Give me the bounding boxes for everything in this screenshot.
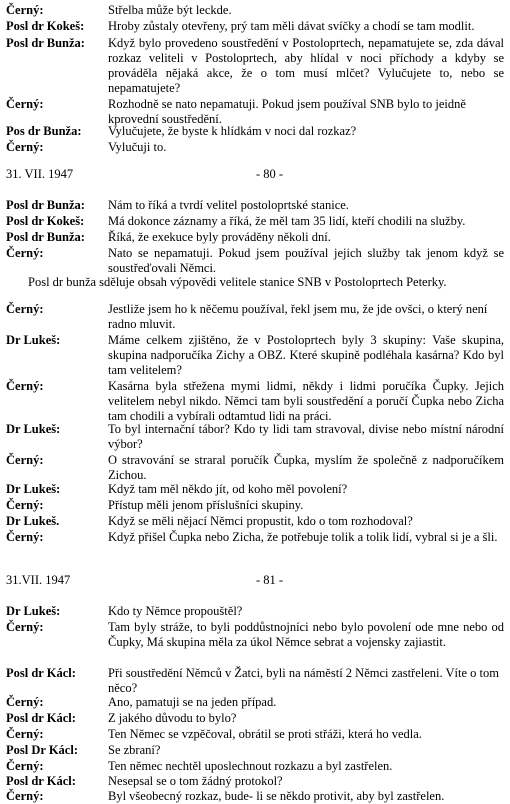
- speaker-label: Černý:: [6, 727, 44, 741]
- statement-text: Říká, že exekuce byly prováděny několi dní.: [108, 230, 331, 244]
- speaker-label: Posl dr Bunža:: [6, 36, 85, 50]
- statement-text: O stravování se straral poručík Čupka, myslím že společně z nadporučíkem Zichou.: [108, 453, 504, 482]
- statement-text: Nato se nepamatuji. Pokud jsem používal jejich služby tak jenom když se soustřeďovali Němci.: [108, 246, 504, 275]
- speaker-label: Dr Lukeš:: [6, 422, 61, 436]
- statement-text: To byl internační tábor? Kdo ty lidi tam stravoval, divise nebo místní národní výbor?: [108, 422, 504, 451]
- speaker-label: Černý:: [6, 530, 44, 544]
- page-number: - 80 -: [256, 167, 284, 181]
- statement-text: Když bylo provedeno soustředění v Postoloprtech, nepamatujete se, zda dával rozkaz veliteli v Postoloprtech, aby hlídal v noci příchody a kdyby se prováděla nějaká akce, že o tom musí mlčet? Vylučujete to, nebo se nepamatujete?: [108, 36, 504, 95]
- speaker-label: Černý:: [6, 453, 44, 467]
- statement-text: Byl všeobecný rozkaz, bude- li se někdo protivit, aby byl zastřelen.: [108, 789, 445, 803]
- speaker-label: Černý:: [6, 302, 44, 316]
- speaker-label: Černý:: [6, 379, 44, 393]
- speaker-label: Posl dr Kokeš:: [6, 19, 85, 33]
- speaker-label: Černý:: [6, 140, 44, 154]
- statement-text: Vylučuji to.: [108, 140, 167, 154]
- statement-text: Když přišel Čupka nebo Zicha, že potřebuje tolik a tolik lidí, vybral si je a šli.: [108, 530, 498, 544]
- speaker-label: Černý:: [6, 97, 44, 111]
- speaker-label: Posl dr Kácl:: [6, 666, 76, 680]
- speaker-label: Posl dr Bunža:: [6, 198, 85, 212]
- speaker-label: Posl dr Kácl:: [6, 711, 76, 725]
- speaker-label: Posl dr Bunža:: [6, 230, 85, 244]
- page-number: - 81 -: [256, 573, 284, 587]
- speaker-label: Dr Lukeš.: [6, 514, 60, 528]
- statement-text: Má dokonce záznamy a říká, že měl tam 35 lidí, kteří chodili na služby.: [108, 214, 466, 228]
- speaker-label: Dr Lukeš:: [6, 604, 61, 618]
- speaker-label: Černý:: [6, 620, 44, 634]
- speaker-label: Černý:: [6, 789, 44, 803]
- speaker-label: Posl dr Kácl:: [6, 774, 76, 788]
- speaker-label: Pos dr Bunža:: [6, 124, 82, 138]
- speaker-label: Posl dr Kokeš:: [6, 214, 85, 228]
- statement-text: Se zbraní?: [108, 743, 161, 757]
- statement-text: Kdo ty Němce propouštěl?: [108, 604, 243, 618]
- header-date: 31.VII. 1947: [6, 573, 71, 587]
- statement-text: Nesepsal se o tom žádný protokol?: [108, 774, 283, 788]
- statement-text: Máme celkem zjištěno, že v Postoloprtech byly 3 skupiny: Vaše skupina, skupina nadporučíka Zichy a OBZ. Které skupině podléhala kasárna? Kdo byl tam velitelem?: [108, 333, 504, 377]
- statement-text: Přístup měli jenom příslušníci skupiny.: [108, 498, 304, 512]
- header-date: 31. VII. 1947: [6, 167, 74, 181]
- statement-text: Jestliže jsem ho k něčemu používal, řekl jsem mu, že jde ovšci, o který není radno mluvit.: [108, 302, 488, 331]
- statement-text: Ten Němec se vzpěčoval, obrátil se proti střáži, která ho vedla.: [108, 727, 422, 741]
- narration-text: Posl dr bunža sděluje obsah výpovědi velitele stanice SNB v Postoloprtech Peterky.: [28, 275, 447, 289]
- statement-text: Tam byly stráže, to byli poddůstnojníci nebo bylo povolení ode mne nebo od Čupky, Má skupina měla za úkol Němce sebrat a vojensky zajiastit.: [108, 620, 504, 649]
- statement-text: Ano, pamatuji se na jeden případ.: [108, 695, 277, 709]
- speaker-label: Černý:: [6, 3, 44, 17]
- statement-text: Střelba může být leckde.: [108, 3, 232, 17]
- speaker-label: Dr Lukeš:: [6, 482, 61, 496]
- statement-text: Při soustředění Němců v Žatci, byli na náměstí 2 Němci zastřeleni. Víte o tom něco?: [108, 666, 499, 695]
- statement-text: Hroby zůstaly otevřeny, prý tam měli dávat svíčky a chodí se tam modlit.: [108, 19, 475, 33]
- speaker-label: Černý:: [6, 759, 44, 773]
- speaker-label: Černý:: [6, 246, 44, 260]
- speaker-label: Černý:: [6, 498, 44, 512]
- speaker-label: Posl Dr Kácl:: [6, 743, 78, 757]
- statement-text: Kasárna byla střežena mymi lidmi, někdy i lidmi poručíka Čupky. Jejich velitelem nebyl nikdo. Němci tam byli soustředění a poručí Čupka nebo Zicha tam chodili a vybírali odtamtud lidi na práci.: [108, 379, 504, 423]
- statement-text: Když se měli nějací Němci propustit, kdo o tom rozhodoval?: [108, 514, 413, 528]
- statement-text: Když tam měl někdo jít, od koho měl povolení?: [108, 482, 348, 496]
- statement-text: Rozhodně se nato nepamatuji. Pokud jsem používal SNB bylo to jeidně kprovední soustředění.: [108, 97, 466, 126]
- speaker-label: Černý:: [6, 695, 44, 709]
- speaker-label: Dr Lukeš:: [6, 333, 61, 347]
- statement-text: Nám to říká a tvrdí velitel postoloprtské stanice.: [108, 198, 349, 212]
- statement-text: Vylučujete, že byste k hlídkám v noci dal rozkaz?: [108, 124, 357, 138]
- statement-text: Z jakého důvodu to bylo?: [108, 711, 237, 725]
- statement-text: Ten němec nechtěl uposlechnout rozkazu a byl zastřelen.: [108, 759, 393, 773]
